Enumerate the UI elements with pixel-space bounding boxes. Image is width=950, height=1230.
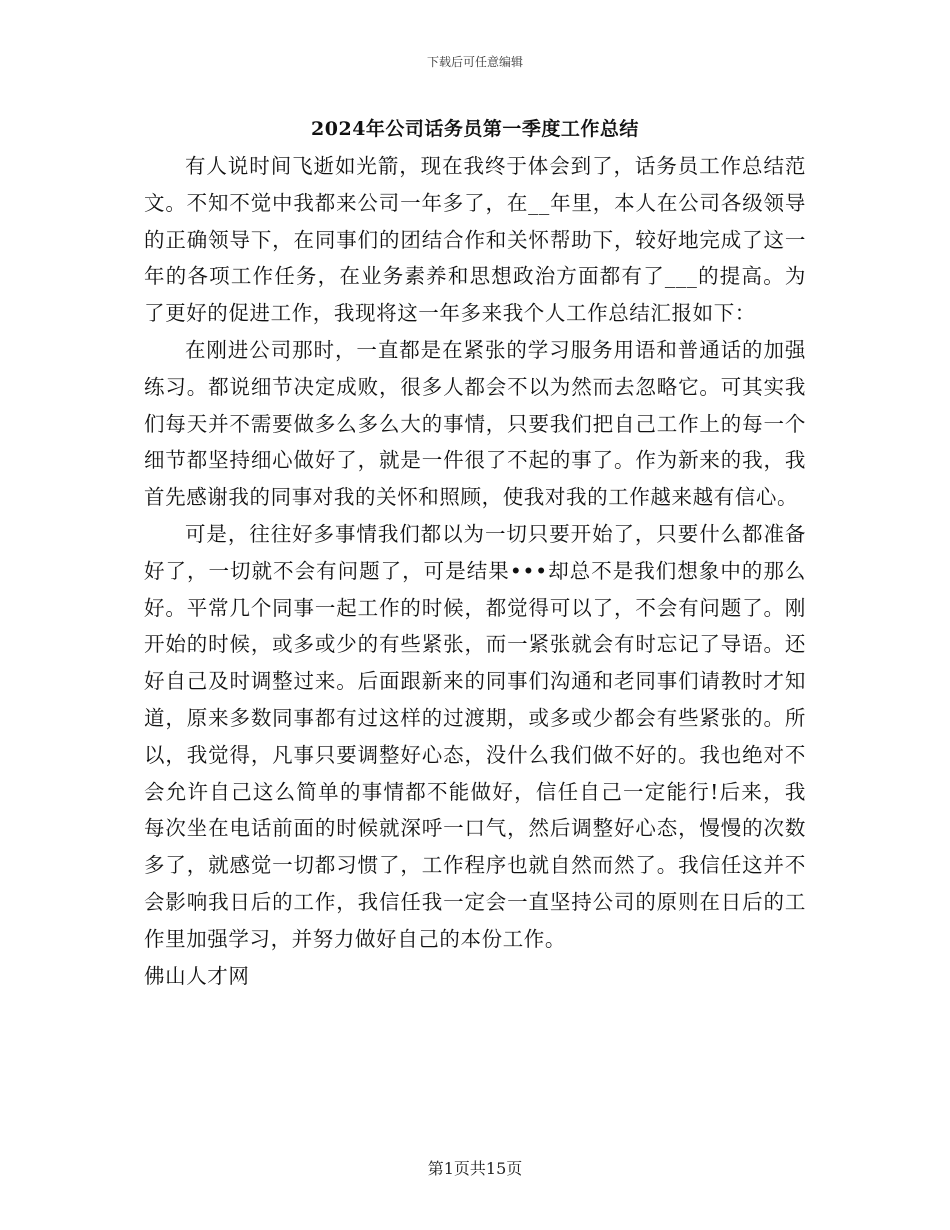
paragraph-early-days: 在刚进公司那时，一直都是在紧张的学习服务用语和普通话的加强练习。都说细节决定成败，很多人都会不以为然而去忽略它。可其实我们每天并不需要做多么多么大的事情，只要我们把自己工作上的每一个细节都坚持细心做好了，就是一件很了不起的事了。作为新来的我，我首先感谢我的同事对我的关怀和照顾，使我对我的工作越来越有信心。 bbox=[144, 337, 806, 510]
document-title: 2024年公司话务员第一季度工作总结 bbox=[311, 118, 639, 140]
page-number: 第1页共15页 bbox=[427, 1159, 523, 1178]
header-edit-note: 下载后可任意编辑 bbox=[426, 55, 523, 69]
document-body bbox=[144, 148, 806, 994]
paragraph-intro: 有人说时间飞逝如光箭，现在我终于体会到了，话务员工作总结范文。不知不觉中我都来公司一年多了，在__年里，本人在公司各级领导的正确领导下，在同事们的团结合作和关怀帮助下，较好地完成了这一年的各项工作任务，在业务素养和思想政治方面都有了___的提高。为了更好的促进工作，我现将这一年多来我个人工作总结汇报如下： bbox=[144, 154, 806, 326]
document-signoff: 佛山人才网 bbox=[144, 963, 250, 988]
paragraph-adjustment: 可是，往往好多事情我们都以为一切只要开始了，只要什么都准备好了，一切就不会有问题了，可是结果•••却总不是我们想象中的那么好。平常几个同事一起工作的时候，都觉得可以了，不会有问题了。刚开始的时候，或多或少的有些紧张，而一紧张就会有时忘记了导语。还好自己及时调整过来。后面跟新来的同事们沟通和老同事们请教时才知道，原来多数同事都有过这样的过渡期，或多或少都会有些紧张的。所以，我觉得，凡事只要调整好心态，没什么我们做不好的。我也绝对不会允许自己这么简单的事情都不能做好，信任自己一定能行!后来，我每次坐在电话前面的时候就深呼一口气，然后调整好心态，慢慢的次数多了，就感觉一切都习惯了，工作程序也就自然而然了。我信任这并不会影响我日后的工作，我信任我一定会一直坚持公司的原则在日后的工作里加强学习，并努力做好自己的本份工作。 bbox=[144, 521, 806, 951]
